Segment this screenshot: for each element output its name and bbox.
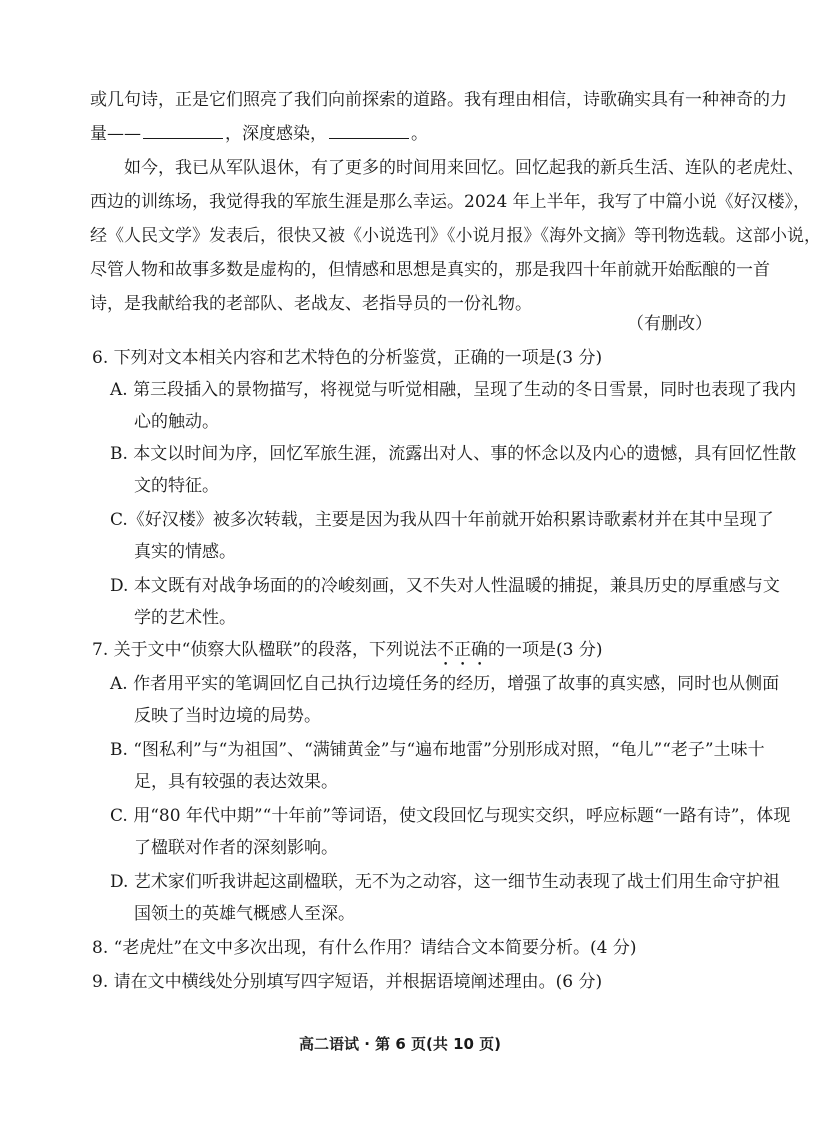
q7-emphasis: 不正确	[437, 640, 489, 660]
question-6-stem: 6. 下列对文本相关内容和艺术特色的分析鉴赏，正确的一项是(3 分)	[92, 348, 603, 368]
passage-line: 西边的训练场，我觉得我的军旅生涯是那么幸运。2024 年上半年，我写了中篇小说《好汉楼》，	[90, 192, 811, 212]
q7-option-a-cont: 反映了当时边境的局势。	[134, 706, 321, 726]
q7-option-c: C. 用“80 年代中期”“十年前”等词语，使文段回忆与现实交织，呼应标题“一路有诗”，体现	[110, 806, 791, 826]
q6-option-d: D. 本文既有对战争场面的的冷峻刻画，又不失对人性温暖的捕捉，兼具历史的厚重感与文	[110, 576, 780, 596]
answer-blank-1[interactable]	[143, 122, 223, 139]
source-note: （有删改）	[627, 314, 712, 334]
passage-line-blanks	[90, 122, 720, 146]
page-footer: 高二语试 · 第 6 页(共 10 页)	[298, 1035, 502, 1053]
question-8: 8. “老虎灶”在文中多次出现，有什么作用？请结合文本简要分析。(4 分)	[92, 938, 637, 958]
answer-blank-2[interactable]	[329, 122, 409, 139]
passage-line: 诗，是我献给我的老部队、老战友、老指导员的一份礼物。	[90, 294, 532, 314]
passage-text: 。	[411, 124, 428, 144]
q7-option-d-cont: 国领土的英雄气概感人至深。	[134, 904, 355, 924]
question-7-stem	[92, 638, 722, 670]
q7-stem-text: 7. 关于文中“侦察大队楹联”的段落，下列说法	[92, 640, 438, 660]
q6-option-c-cont: 真实的情感。	[134, 542, 236, 562]
q7-option-c-cont: 了楹联对作者的深刻影响。	[134, 838, 338, 858]
passage-line: 如今，我已从军队退休，有了更多的时间用来回忆。回忆起我的新兵生活、连队的老虎灶、	[124, 158, 804, 178]
passage-text: ，深度感染，	[225, 124, 327, 144]
q6-option-c: C.《好汉楼》被多次转载，主要是因为我从四十年前就开始积累诗歌素材并在其中呈现了	[110, 510, 774, 530]
passage-line: 经《人民文学》发表后，很快又被《小说选刊》《小说月报》《海外文摘》等刊物选载。这部小说，	[90, 226, 821, 246]
q7-stem-text: 的一项是(3 分)	[488, 640, 603, 660]
q6-option-b-cont: 文的特征。	[134, 476, 219, 496]
q6-option-d-cont: 学的艺术性。	[134, 608, 236, 628]
q7-option-b-cont: 足，具有较强的表达效果。	[134, 772, 338, 792]
q6-option-a: A. 第三段插入的景物描写，将视觉与听觉相融，呈现了生动的冬日雪景，同时也表现了我内	[110, 380, 797, 400]
passage-text: 量——	[90, 124, 141, 144]
question-9: 9. 请在文中横线处分别填写四字短语，并根据语境阐述理由。(6 分)	[92, 972, 603, 992]
q7-option-d: D. 艺术家们听我讲起这副楹联，无不为之动容，这一细节生动表现了战士们用生命守护祖	[110, 872, 780, 892]
q6-option-b: B. 本文以时间为序，回忆军旅生涯，流露出对人、事的怀念以及内心的遗憾，具有回忆性散	[110, 444, 797, 464]
q7-option-a: A. 作者用平实的笔调回忆自己执行边境任务的经历，增强了故事的真实感，同时也从侧面	[110, 674, 780, 694]
passage-line: 或几句诗，正是它们照亮了我们向前探索的道路。我有理由相信，诗歌确实具有一种神奇的力	[90, 90, 787, 110]
q7-option-b: B. “图私利”与“为祖国”、“满铺黄金”与“遍布地雷”分别形成对照，“龟儿”“老子”土味十	[110, 740, 765, 760]
q6-option-a-cont: 心的触动。	[134, 412, 219, 432]
passage-line: 尽管人物和故事多数是虚构的，但情感和思想是真实的，那是我四十年前就开始酝酿的一首	[90, 260, 770, 280]
